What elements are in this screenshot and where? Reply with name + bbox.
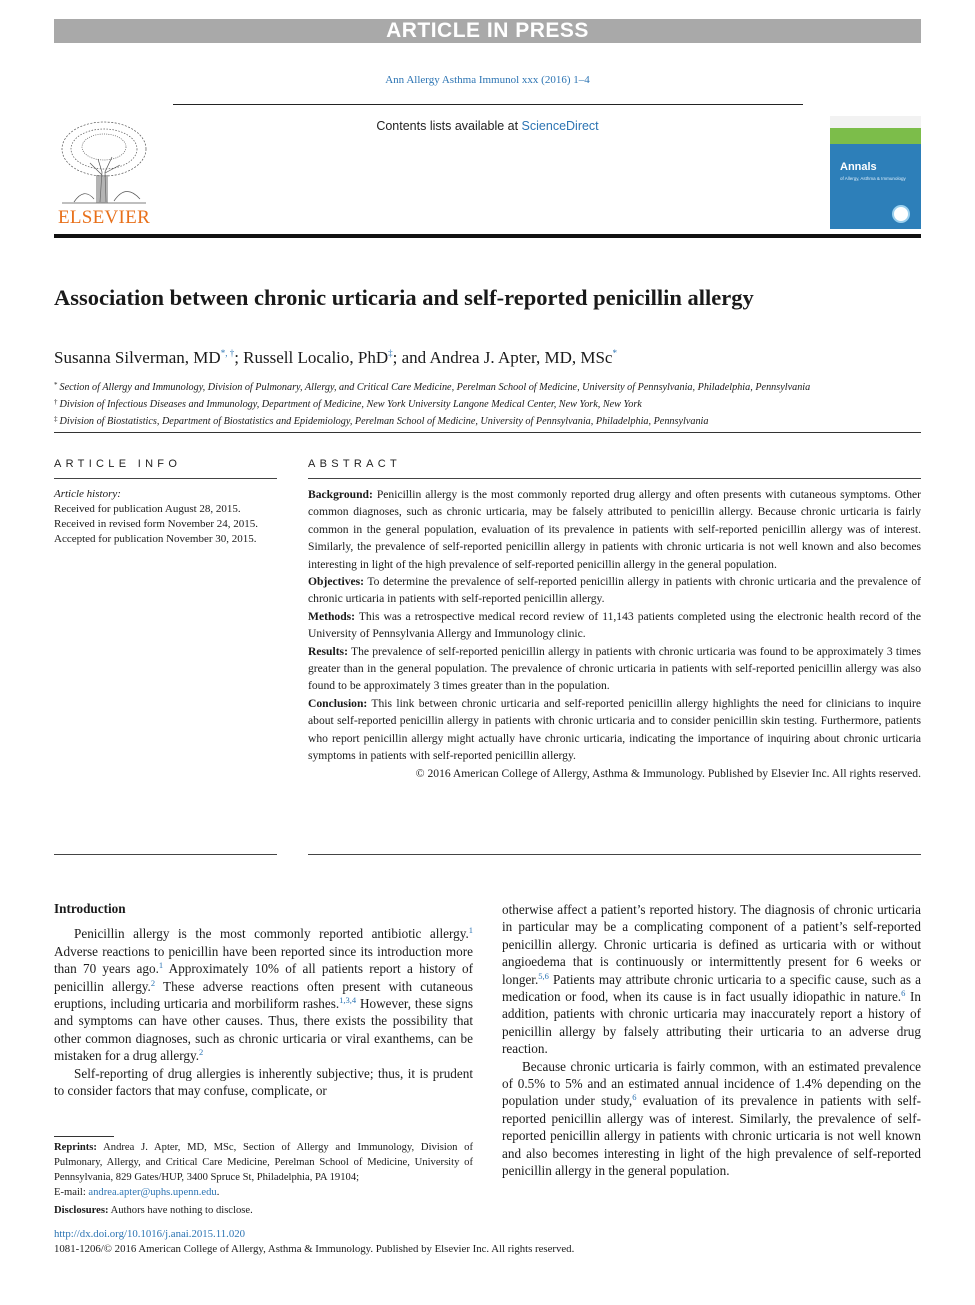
body-text-run: Adverse reactions to penicillin have been reported since its introduction more than 70 years ago. xyxy=(54,943,473,977)
affiliations xyxy=(54,378,921,429)
email-end: . xyxy=(216,1187,220,1198)
author-separator: ; xyxy=(234,348,244,367)
body-text-run: Because chronic urticaria is fairly common, with an estimated prevalence of 0.5% to 5% and an estimated annual incidence of 1.4% depending on the population under study, xyxy=(502,1058,921,1109)
citation-ref[interactable]: 6 xyxy=(632,1092,637,1103)
body-text-run: Patients may attribute chronic urticaria to a specific cause, such as a medication or food, when its cause is in fact usually idiopathic in nature. xyxy=(502,971,921,1005)
abstract-end-rule xyxy=(308,854,921,855)
journal-reference-link[interactable]: Ann Allergy Asthma Immunol xxx (2016) 1–4 xyxy=(385,74,590,86)
journal-cover[interactable] xyxy=(830,116,921,229)
disclosures-text: Authors have nothing to disclose. xyxy=(108,1205,253,1216)
body-text-run: These adverse reactions often present with cutaneous eruptions, including urticaria and morbiliform rashes. xyxy=(54,978,473,1012)
doi-link[interactable]: http://dx.doi.org/10.1016/j.anai.2015.11.020 xyxy=(54,1228,246,1240)
article-title: Association between chronic urticaria and self-reported penicillin allergy xyxy=(54,285,754,310)
abstract-rule xyxy=(308,478,921,479)
abstract-section-text: This link between chronic urticaria and self-reported penicillin allergy highlights the need for clinicians to inquire about self-reported penicillin allergy in patients with chronic urticaria and to consider penicillin skin testing. Furthermore, patients who report penicillin allergy might actually have chronic urticaria, indicating the importance of inquiring about chronic urticaria symptoms in patients with self-reported penicillin allergy. xyxy=(308,696,921,763)
intro-paragraph-2-continued xyxy=(502,901,921,1058)
abstract-body xyxy=(308,486,921,782)
cover-seal-icon xyxy=(892,205,910,223)
footnotes xyxy=(54,1140,473,1218)
abstract-copyright: © 2016 American College of Allergy, Asthma & Immunology. Published by Elsevier Inc. All rights reserved. xyxy=(415,766,921,780)
intro-paragraph-2-start: Self-reporting of drug allergies is inherently subjective; thus, it is prudent to consider factors that may confuse, complicate, or xyxy=(54,1065,473,1099)
article-history xyxy=(54,487,277,547)
affiliation-mark: * xyxy=(54,381,58,389)
abstract-section-text: To determine the prevalence of self-reported penicillin allergy in patients with chronic urticaria and the prevalence of chronic urticaria in patients with self-reported penicillin allergy. xyxy=(308,575,921,606)
abstract-section xyxy=(308,695,921,765)
citation-ref[interactable]: 1 xyxy=(158,960,164,971)
author-separator: ; and xyxy=(392,348,430,367)
body-text-run: evaluation of its prevalence in patients with self-reported penicillin allergy was of interest. Similarly, the prevalence of self-reported penicillin allergy in patients with chronic urticaria is not well known and also becomes interesting in light of the high prevalence of self-reported penicillin allergy in the general population. xyxy=(502,1093,921,1179)
abstract-section-text: This was a retrospective medical record review of 11,143 patients completed using the electronic health record of the University of Pennsylvania Allergy and Immunology clinic. xyxy=(308,609,921,641)
body-column-left xyxy=(54,900,473,1099)
body-text-run: Penicillin allergy is the most commonly reported antibiotic allergy. xyxy=(74,926,469,942)
cover-subtitle: of Allergy, Asthma & Immunology xyxy=(840,176,906,181)
abstract-section-label: Background: xyxy=(308,488,373,501)
citation-ref[interactable]: 1 xyxy=(468,925,473,936)
abstract-heading: ABSTRACT xyxy=(308,458,402,470)
article-info-heading: ARTICLE INFO xyxy=(54,458,182,470)
body-text-run: Approximately 10% of all patients report a history of penicillin allergy. xyxy=(54,961,473,994)
email-note xyxy=(54,1185,473,1200)
author-name: Andrea J. Apter, MD, MSc xyxy=(429,348,613,367)
intro-paragraph-3 xyxy=(502,1058,921,1180)
affiliation-line xyxy=(54,412,921,429)
header-rule xyxy=(173,104,803,105)
history-accepted: Accepted for publication November 30, 2015. xyxy=(54,533,257,545)
citation-ref[interactable]: 5,6 xyxy=(538,970,549,981)
elsevier-wordmark: ELSEVIER xyxy=(57,207,151,228)
article-in-press-banner: ARTICLE IN PRESS xyxy=(54,19,921,43)
abstract-section-text: The prevalence of self-reported penicillin allergy in patients with chronic urticaria was found to be approximately 3 times greater than in the general population. The prevalence of chronic urticaria in patients with self-reported penicillin allergy was also found to be approximately 3 times greater than in the population. xyxy=(308,644,921,693)
abstract-section-label: Objectives: xyxy=(308,575,365,589)
introduction-heading: Introduction xyxy=(54,901,126,916)
abstract-section-label: Methods: xyxy=(308,609,356,623)
abstract-section-label: Conclusion: xyxy=(308,696,368,710)
reprints-note xyxy=(54,1140,473,1185)
cover-green-band xyxy=(830,128,921,144)
contents-availability xyxy=(0,119,975,133)
body-text-run: In addition, patients with chronic urticaria may inaccurately report a history of penicillin allergy by falsely attributing their urticaria to an adverse drug reaction. xyxy=(502,989,921,1057)
abstract-section xyxy=(308,643,921,695)
article-info-rule xyxy=(54,478,277,479)
affiliation-line xyxy=(54,395,921,412)
author-affiliation-mark[interactable]: * xyxy=(612,348,617,358)
body-text-run: otherwise affect a patient’s reported history. The diagnosis of chronic urticaria in particular may be a complicating component of a patient’s self-reported penicillin allergy. Chronic urticaria is defined as urticaria with or without angioedema that is continuously or intermittently present for 6 weeks or longer. xyxy=(502,902,921,987)
disclosures-note xyxy=(54,1203,473,1218)
sciencedirect-link[interactable]: ScienceDirect xyxy=(521,119,599,133)
affiliation-text: Section of Allergy and Immunology, Division of Pulmonary, Allergy, and Critical Care Medicine, Perelman School of Medicine, University of Pennsylvania, Philadelphia, Pennsylvania xyxy=(59,382,811,393)
abstract-section-text: Penicillin allergy is the most commonly reported drug allergy and often presents with cutaneous symptoms. Other common diagnoses, such as chronic urticaria, may be falsely attributed to penicillin allergy. Because chronic urticaria is fairly common in the general population, evaluation of its prevalence in patients with self-reported penicillin allergy was of interest. Similarly, the prevalence of self-reported penicillin allergy in patients with chronic urticaria is not well known and also becomes interesting in light of the high prevalence of self-reported penicillin allergy in the general population. xyxy=(308,488,921,571)
abstract-section xyxy=(308,573,921,608)
disclosures-label: Disclosures: xyxy=(54,1205,109,1216)
abstract-section xyxy=(308,608,921,643)
masthead-rule xyxy=(54,234,921,238)
contents-prefix: Contents lists available at xyxy=(376,119,522,133)
affiliation-rule xyxy=(54,432,921,433)
email-label: E-mail: xyxy=(54,1187,89,1198)
abstract-section xyxy=(308,486,921,573)
citation-ref[interactable]: 6 xyxy=(901,988,906,999)
history-label: Article history: xyxy=(54,488,121,500)
affiliation-line xyxy=(54,378,921,395)
reprints-label: Reprints: xyxy=(54,1142,97,1153)
author-name: Susanna Silverman, MD xyxy=(54,348,221,367)
article-info-end-rule xyxy=(54,854,277,855)
author-affiliation-mark[interactable]: *, † xyxy=(220,348,235,358)
citation-ref[interactable]: 1,3,4 xyxy=(339,995,357,1006)
issn-copyright: 1081-1206/© 2016 American College of Allergy, Asthma & Immunology. Published by Elsevier Inc. All rights reserved. xyxy=(54,1243,575,1255)
author-list xyxy=(54,348,921,368)
affiliation-text: Division of Biostatistics, Department of Biostatistics and Epidemiology, Perelman School of Medicine, University of Pennsylvania, Philadelphia, Pennsylvania xyxy=(59,416,709,427)
email-link[interactable]: andrea.apter@uphs.upenn.edu xyxy=(88,1187,217,1198)
author-affiliation-mark[interactable]: ‡ xyxy=(388,348,393,358)
abstract-section-label: Results: xyxy=(308,644,348,658)
affiliation-mark: ‡ xyxy=(54,415,58,423)
history-received: Received for publication August 28, 2015. xyxy=(54,503,241,515)
citation-ref[interactable]: 2 xyxy=(150,977,156,988)
author-name: Russell Localio, PhD xyxy=(243,348,389,367)
intro-paragraph-1 xyxy=(54,925,473,1064)
affiliation-text: Division of Infectious Diseases and Immunology, Department of Medicine, New York University Langone Medical Center, New York, New York xyxy=(59,399,642,410)
body-text-run: However, these signs and symptoms can have other causes. Thus, there exists the possibility that other common diagnoses, such as chronic urticaria or viral exanthems, can be mistaken for a drug allergy. xyxy=(54,996,473,1064)
history-revised: Received in revised form November 24, 2015. xyxy=(54,518,259,530)
footnote-rule xyxy=(54,1136,114,1137)
citation-ref[interactable]: 2 xyxy=(199,1047,204,1058)
cover-title: Annals xyxy=(840,161,877,173)
body-column-right xyxy=(502,901,921,1180)
affiliation-mark: † xyxy=(54,398,58,406)
reprints-text: Andrea J. Apter, MD, MSc, Section of Allergy and Immunology, Division of Pulmonary, Allergy, and Critical Care Medicine, Perelman School of Medicine, University of Pennsylvania, 829 Gates/HUP, 3400 Spruce St, Philadelphia, PA 19104; xyxy=(54,1142,473,1183)
